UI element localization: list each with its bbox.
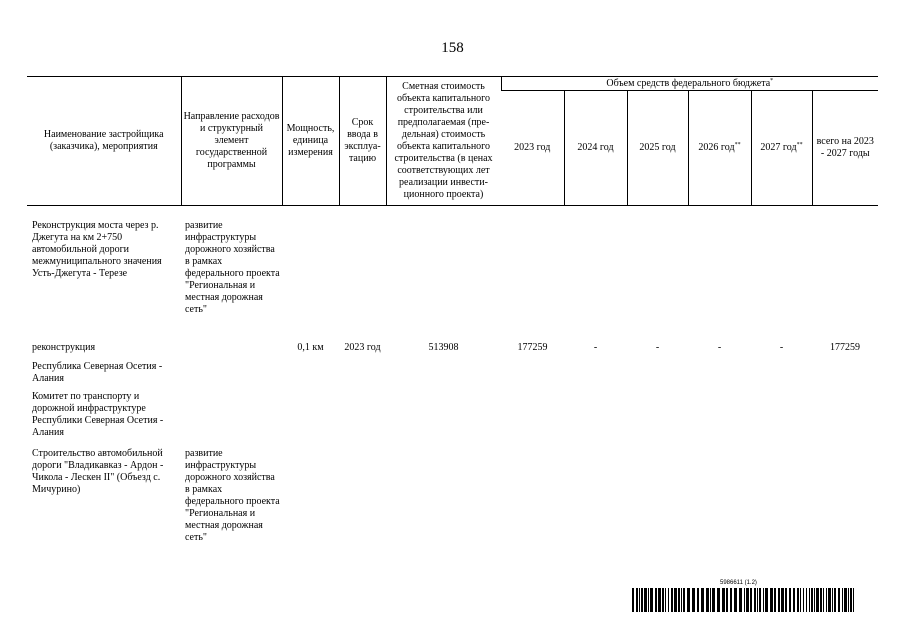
measure-total: 177259 bbox=[830, 342, 860, 353]
header-name: Наименование застройщика (заказчика), мероприятия bbox=[27, 77, 181, 206]
header-year: 2024 год bbox=[564, 91, 627, 206]
header-direction: Направление расходов и структурный элемент государственной программы bbox=[181, 77, 282, 206]
header-year: 2027 год** bbox=[751, 91, 812, 206]
header-cost: Сметная стоимость объекта капитального строительства или предполагаемая (пре-дельная) стоимость объекта капитального строительства (в ценах соответствующих лет реализации инвести-ционного проекта) bbox=[386, 77, 501, 206]
footnote-mark: * bbox=[770, 77, 774, 84]
measure-cost: 513908 bbox=[428, 342, 459, 353]
measure-capacity: 0,1 км bbox=[297, 342, 324, 353]
measure-term: 2023 год bbox=[344, 342, 381, 353]
region-name: Республика Северная Осетия - Алания bbox=[32, 361, 163, 384]
measure-name: реконструкция bbox=[32, 342, 96, 353]
measure-2023: 177259 bbox=[517, 342, 548, 353]
measure-2024: - bbox=[593, 342, 598, 353]
object-name: Строительство автомобильной дороги "Владикавказ - Ардон - Чикола - Лескен II" (Объезд с. Мичурино) bbox=[32, 448, 164, 495]
page-number: 158 bbox=[441, 40, 464, 56]
table-header bbox=[27, 76, 878, 206]
header-total: всего на 2023 - 2027 годы bbox=[812, 91, 878, 206]
committee-name: Комитет по транспорту и дорожной инфраструктуре Республики Северная Осетия - Алания bbox=[32, 391, 164, 438]
header-year: 2026 год** bbox=[688, 91, 751, 206]
measure-2026: - bbox=[717, 342, 722, 353]
object-direction: развитие инфраструктуры дорожного хозяйства в рамках федерального проекта "Региональная и местная дорожная сеть" bbox=[185, 220, 280, 315]
object-direction: развитие инфраструктуры дорожного хозяйства в рамках федерального проекта "Региональная и местная дорожная сеть" bbox=[185, 448, 280, 543]
measure-2027: - bbox=[779, 342, 784, 353]
header-year: 2025 год bbox=[627, 91, 688, 206]
header-term: Срок ввода в эксплуа-тацию bbox=[339, 77, 386, 206]
header-year: 2023 год bbox=[501, 91, 564, 206]
header-federal-budget bbox=[501, 77, 878, 91]
header-federal-budget-label: Объем средств федерального бюджета bbox=[606, 77, 771, 89]
object-name: Реконструкция моста через р. Джегута на км 2+750 автомобильной дороги межмуниципального значения Усть-Джегута - Терезе bbox=[32, 220, 162, 279]
barcode-label: 5986611 (1.2) bbox=[720, 580, 757, 586]
barcode-icon bbox=[632, 588, 858, 612]
measure-2025: - bbox=[655, 342, 660, 353]
header-capacity: Мощность, единица измерения bbox=[282, 77, 339, 206]
